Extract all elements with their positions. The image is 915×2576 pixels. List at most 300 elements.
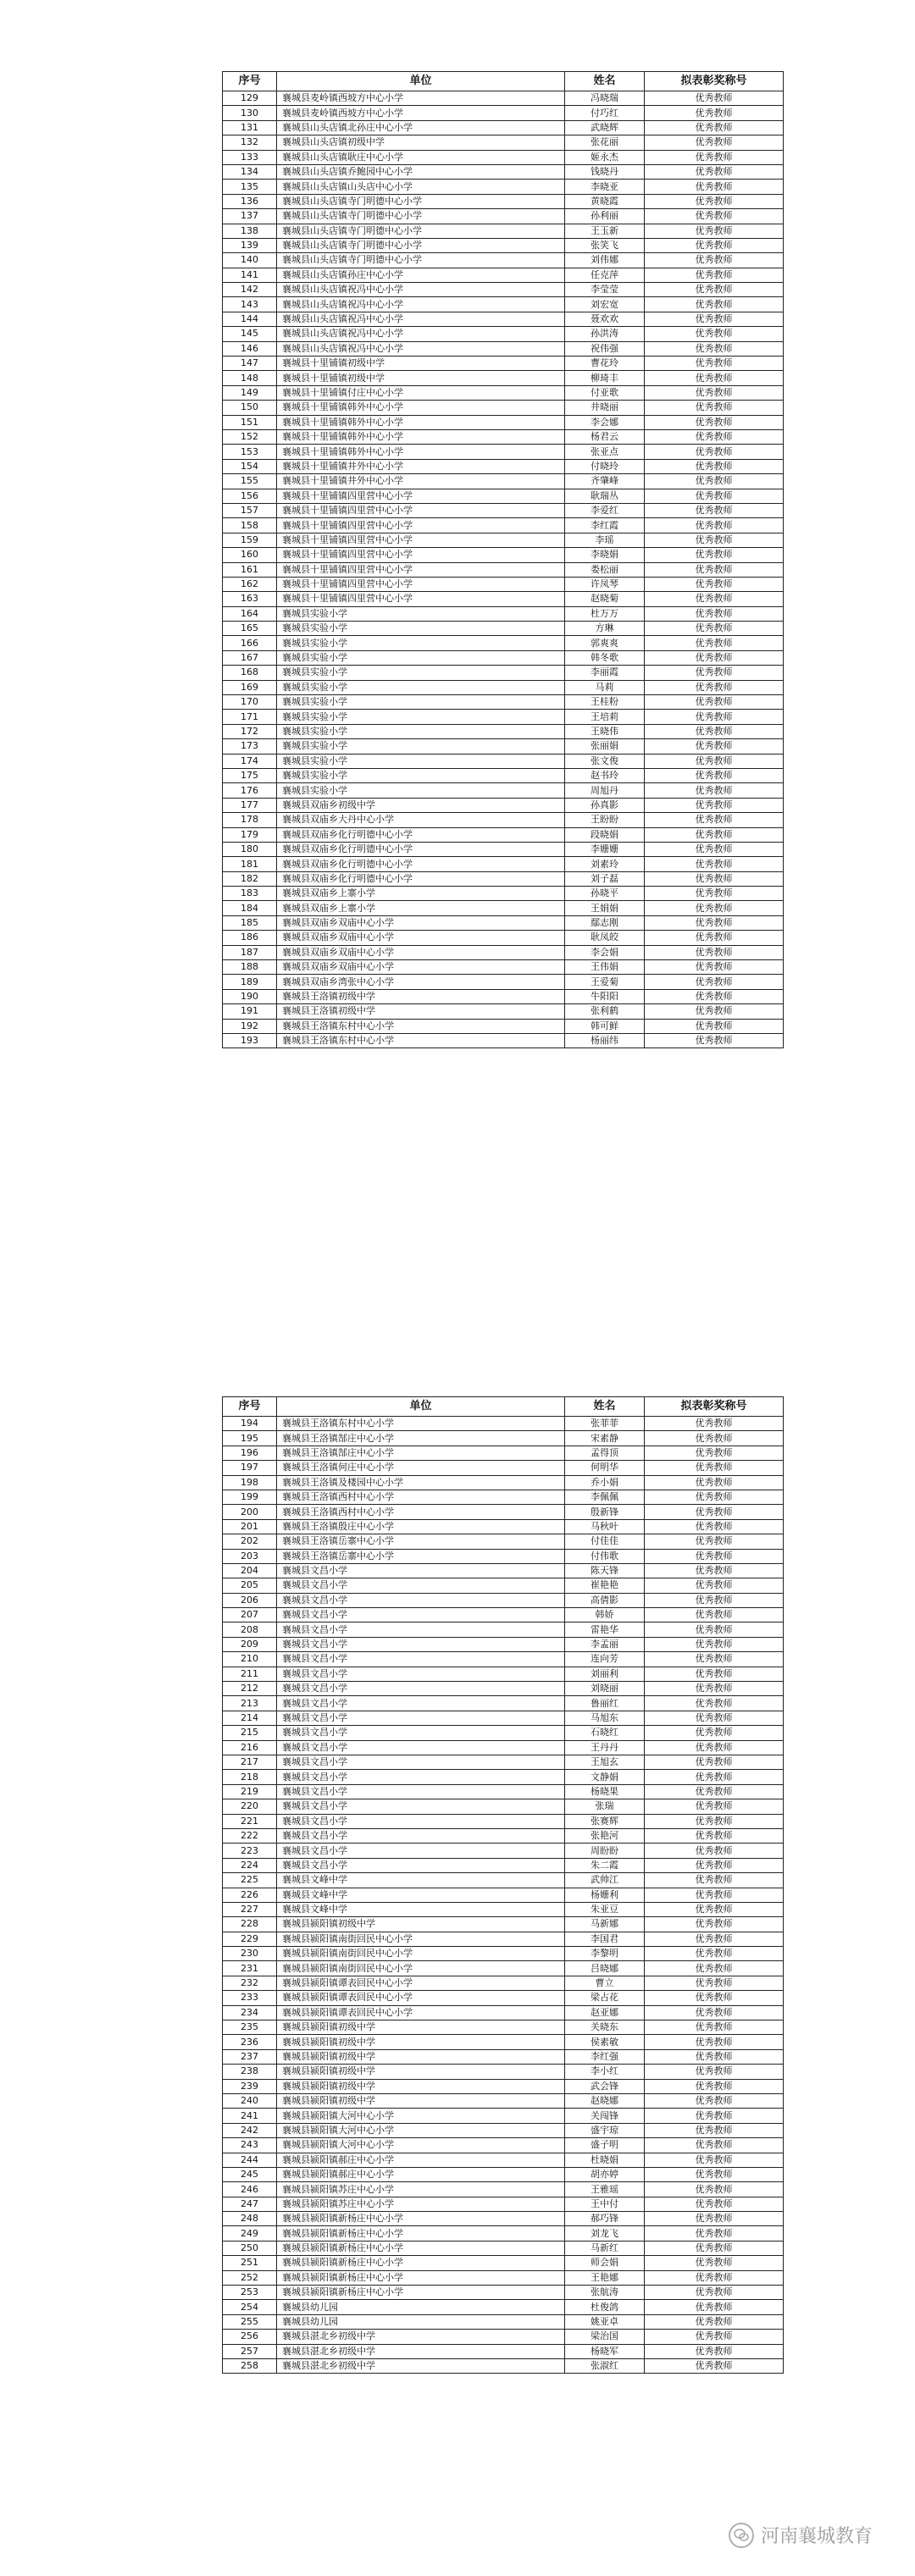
table-row (223, 1947, 784, 1961)
cell-award: 优秀教师 (645, 2167, 784, 2181)
cell-name: 刘素玲 (565, 857, 645, 871)
cell-name: 付亚歌 (565, 385, 645, 400)
cell-no: 193 (223, 1034, 277, 1048)
cell-name: 聂欢欢 (565, 312, 645, 326)
cell-unit: 襄城县山头店镇初级中学 (277, 135, 565, 150)
cell-award: 优秀教师 (645, 975, 784, 989)
cell-unit: 襄城县颍阳镇新杨庄中心小学 (277, 2256, 565, 2270)
cell-no: 158 (223, 518, 277, 533)
cell-unit: 襄城县双庙乡大丹中心小学 (277, 813, 565, 827)
cell-unit: 襄城县王洛镇何庄中心小学 (277, 1461, 565, 1475)
cell-unit: 襄城县山头店镇寺门明德中心小学 (277, 253, 565, 268)
cell-name: 杨君云 (565, 429, 645, 444)
cell-award: 优秀教师 (645, 2212, 784, 2226)
cell-unit: 襄城县文昌小学 (277, 1578, 565, 1593)
cell-no: 185 (223, 915, 277, 930)
cell-award: 优秀教师 (645, 297, 784, 312)
cell-no: 255 (223, 2314, 277, 2329)
cell-unit: 襄城县颍阳镇谭表回民中心小学 (277, 2005, 565, 2020)
cell-award: 优秀教师 (645, 2241, 784, 2255)
cell-name: 祝伟强 (565, 341, 645, 356)
cell-name: 孙晓平 (565, 887, 645, 901)
cell-no: 153 (223, 445, 277, 459)
cell-unit: 襄城县十里铺镇井外中心小学 (277, 474, 565, 489)
cell-name: 刘晓丽 (565, 1682, 645, 1696)
cell-no: 157 (223, 503, 277, 517)
table-row (223, 1902, 784, 1916)
cell-award: 优秀教师 (645, 268, 784, 282)
cell-no: 136 (223, 194, 277, 208)
cell-no: 142 (223, 283, 277, 297)
wechat-icon (729, 2523, 754, 2548)
table-row (223, 2020, 784, 2035)
cell-unit: 襄城县颍阳镇新杨庄中心小学 (277, 2286, 565, 2300)
cell-name: 盛宇琼 (565, 2123, 645, 2137)
cell-unit: 襄城县文昌小学 (277, 1637, 565, 1651)
cell-no: 213 (223, 1696, 277, 1711)
cell-award: 优秀教师 (645, 1696, 784, 1711)
cell-award: 优秀教师 (645, 1622, 784, 1637)
cell-unit: 襄城县实验小学 (277, 783, 565, 798)
cell-name: 李瑶 (565, 533, 645, 547)
cell-award: 优秀教师 (645, 1711, 784, 1725)
cell-award: 优秀教师 (645, 533, 784, 547)
cell-name: 李爱红 (565, 503, 645, 517)
cell-unit: 襄城县实验小学 (277, 606, 565, 621)
cell-no: 133 (223, 150, 277, 164)
table-row (223, 238, 784, 252)
cell-unit: 襄城县颍阳镇初级中学 (277, 2065, 565, 2079)
cell-name: 张瑞 (565, 1799, 645, 1814)
cell-award: 优秀教师 (645, 2330, 784, 2344)
cell-name: 李孟丽 (565, 1637, 645, 1651)
cell-unit: 襄城县湛北乡初级中学 (277, 2344, 565, 2358)
cell-name: 韩冬歌 (565, 650, 645, 665)
cell-unit: 襄城县双庙乡化行明德中心小学 (277, 871, 565, 886)
cell-name: 宋素静 (565, 1431, 645, 1446)
cell-name: 吕晓娜 (565, 1961, 645, 1976)
cell-name: 关晓东 (565, 2020, 645, 2035)
table-row (223, 1475, 784, 1490)
cell-name: 朱亚豆 (565, 1902, 645, 1916)
table-row (223, 901, 784, 915)
cell-no: 146 (223, 341, 277, 356)
cell-no: 165 (223, 622, 277, 636)
cell-name: 曹花玲 (565, 357, 645, 371)
cell-award: 优秀教师 (645, 385, 784, 400)
cell-name: 王旭玄 (565, 1755, 645, 1769)
cell-award: 优秀教师 (645, 2300, 784, 2314)
table-row (223, 2330, 784, 2344)
cell-no: 207 (223, 1608, 277, 1622)
cell-name: 王玉新 (565, 224, 645, 238)
cell-unit: 襄城县文昌小学 (277, 1667, 565, 1681)
cell-name: 高倩影 (565, 1593, 645, 1607)
cell-name: 刘宏宽 (565, 297, 645, 312)
table-row (223, 1519, 784, 1534)
cell-no: 152 (223, 429, 277, 444)
cell-no: 199 (223, 1490, 277, 1504)
cell-unit: 襄城县颍阳镇苏庄中心小学 (277, 2182, 565, 2197)
cell-unit: 襄城县王洛镇初级中学 (277, 989, 565, 1003)
cell-award: 优秀教师 (645, 1461, 784, 1475)
cell-award: 优秀教师 (645, 915, 784, 930)
table-row (223, 724, 784, 738)
cell-unit: 襄城县文昌小学 (277, 1755, 565, 1769)
cell-award: 优秀教师 (645, 253, 784, 268)
cell-unit: 襄城县王洛镇殷庄中心小学 (277, 1519, 565, 1534)
table-row (223, 1534, 784, 1549)
cell-name: 孙洪涛 (565, 327, 645, 341)
cell-award: 优秀教师 (645, 871, 784, 886)
cell-name: 刘龙飞 (565, 2226, 645, 2241)
cell-award: 优秀教师 (645, 371, 784, 385)
cell-unit: 襄城县双庙乡上寨小学 (277, 887, 565, 901)
header-award: 拟表彰奖称号 (645, 1397, 784, 1417)
table-row (223, 945, 784, 959)
cell-unit: 襄城县文昌小学 (277, 1711, 565, 1725)
table-row (223, 650, 784, 665)
cell-unit: 襄城县十里铺镇初级中学 (277, 357, 565, 371)
table-row (223, 768, 784, 782)
cell-no: 148 (223, 371, 277, 385)
cell-award: 优秀教师 (645, 1004, 784, 1019)
cell-name: 钱晓丹 (565, 164, 645, 179)
cell-no: 141 (223, 268, 277, 282)
cell-award: 优秀教师 (645, 401, 784, 415)
cell-name: 乔小娟 (565, 1475, 645, 1490)
cell-no: 251 (223, 2256, 277, 2270)
cell-name: 张赛辉 (565, 1814, 645, 1828)
table-row (223, 2286, 784, 2300)
cell-unit: 襄城县实验小学 (277, 768, 565, 782)
cell-award: 优秀教师 (645, 150, 784, 164)
cell-no: 149 (223, 385, 277, 400)
cell-award: 优秀教师 (645, 283, 784, 297)
cell-unit: 襄城县文昌小学 (277, 1740, 565, 1755)
cell-unit: 襄城县山头店镇孙庄中心小学 (277, 268, 565, 282)
awards-table-2 (222, 1396, 784, 2374)
table-row (223, 2226, 784, 2241)
cell-award: 优秀教师 (645, 548, 784, 562)
cell-award: 优秀教师 (645, 1873, 784, 1888)
cell-award: 优秀教师 (645, 1549, 784, 1563)
cell-no: 201 (223, 1519, 277, 1534)
cell-name: 杨姗利 (565, 1888, 645, 1902)
cell-name: 李姗姗 (565, 842, 645, 856)
cell-unit: 襄城县王洛镇郜庄中心小学 (277, 1446, 565, 1460)
cell-no: 198 (223, 1475, 277, 1490)
cell-name: 马旭东 (565, 1711, 645, 1725)
cell-unit: 襄城县王洛镇岳寨中心小学 (277, 1549, 565, 1563)
cell-name: 曹立 (565, 1976, 645, 1990)
cell-name: 姬永杰 (565, 150, 645, 164)
cell-unit: 襄城县双庙乡化行明德中心小学 (277, 842, 565, 856)
cell-name: 孙利丽 (565, 209, 645, 224)
cell-no: 226 (223, 1888, 277, 1902)
cell-name: 赵晓娜 (565, 2093, 645, 2108)
cell-no: 228 (223, 1917, 277, 1932)
cell-name: 张菲菲 (565, 1417, 645, 1431)
cell-unit: 襄城县文峰中学 (277, 1902, 565, 1916)
cell-award: 优秀教师 (645, 1446, 784, 1460)
table-row (223, 459, 784, 473)
table-row (223, 1622, 784, 1637)
cell-no: 229 (223, 1932, 277, 1946)
cell-award: 优秀教师 (645, 2256, 784, 2270)
cell-unit: 襄城县颍阳镇新杨庄中心小学 (277, 2212, 565, 2226)
cell-name: 张淑红 (565, 2359, 645, 2374)
cell-award: 优秀教师 (645, 2123, 784, 2137)
table-row (223, 371, 784, 385)
cell-unit: 襄城县文昌小学 (277, 1622, 565, 1637)
table-row (223, 135, 784, 150)
table-row (223, 2197, 784, 2211)
cell-unit: 襄城县山头店镇祝冯中心小学 (277, 327, 565, 341)
cell-unit: 襄城县山头店镇祝冯中心小学 (277, 297, 565, 312)
table-row (223, 562, 784, 577)
table-row (223, 1917, 784, 1932)
table-row (223, 1961, 784, 1976)
cell-no: 155 (223, 474, 277, 489)
cell-no: 227 (223, 1902, 277, 1916)
cell-no: 135 (223, 180, 277, 194)
awards-table-1 (222, 71, 784, 1048)
header-no: 序号 (223, 1397, 277, 1417)
cell-award: 优秀教师 (645, 1637, 784, 1651)
cell-no: 204 (223, 1563, 277, 1578)
cell-unit: 襄城县十里铺镇四里营中心小学 (277, 518, 565, 533)
table-row (223, 415, 784, 429)
cell-no: 232 (223, 1976, 277, 1990)
cell-name: 张航涛 (565, 2286, 645, 2300)
table-row (223, 429, 784, 444)
cell-award: 优秀教师 (645, 474, 784, 489)
cell-award: 优秀教师 (645, 1755, 784, 1769)
table-row (223, 445, 784, 459)
table-row (223, 2167, 784, 2181)
cell-no: 183 (223, 887, 277, 901)
cell-unit: 襄城县双庙乡湾张中心小学 (277, 975, 565, 989)
table-header-row (223, 1397, 784, 1417)
table-row (223, 1593, 784, 1607)
cell-award: 优秀教师 (645, 445, 784, 459)
cell-unit: 襄城县麦岭镇西坡方中心小学 (277, 91, 565, 106)
cell-no: 169 (223, 680, 277, 694)
cell-award: 优秀教师 (645, 238, 784, 252)
cell-name: 孙真影 (565, 798, 645, 812)
cell-no: 210 (223, 1652, 277, 1667)
cell-award: 优秀教师 (645, 989, 784, 1003)
cell-no: 132 (223, 135, 277, 150)
cell-award: 优秀教师 (645, 1799, 784, 1814)
cell-name: 李晓亚 (565, 180, 645, 194)
cell-unit: 襄城县文昌小学 (277, 1858, 565, 1872)
cell-no: 194 (223, 1417, 277, 1431)
cell-no: 202 (223, 1534, 277, 1549)
cell-no: 209 (223, 1637, 277, 1651)
table-row (223, 1563, 784, 1578)
cell-name: 郭爽爽 (565, 636, 645, 650)
cell-award: 优秀教师 (645, 1740, 784, 1755)
cell-award: 优秀教师 (645, 194, 784, 208)
cell-unit: 襄城县颍阳镇大河中心小学 (277, 2138, 565, 2153)
cell-unit: 襄城县实验小学 (277, 666, 565, 680)
table-row (223, 871, 784, 886)
cell-name: 娄松丽 (565, 562, 645, 577)
cell-name: 孟得顶 (565, 1446, 645, 1460)
table-row (223, 518, 784, 533)
cell-unit: 襄城县幼儿园 (277, 2300, 565, 2314)
cell-name: 杜万万 (565, 606, 645, 621)
table-row (223, 2256, 784, 2270)
cell-no: 239 (223, 2079, 277, 2093)
cell-unit: 襄城县颍阳镇初级中学 (277, 2079, 565, 2093)
cell-name: 李黎明 (565, 1947, 645, 1961)
cell-award: 优秀教师 (645, 2020, 784, 2035)
cell-unit: 襄城县双庙乡化行明德中心小学 (277, 827, 565, 842)
cell-name: 王盼盼 (565, 813, 645, 827)
cell-unit: 襄城县文昌小学 (277, 1652, 565, 1667)
cell-no: 248 (223, 2212, 277, 2226)
cell-no: 206 (223, 1593, 277, 1607)
cell-no: 174 (223, 754, 277, 768)
cell-unit: 襄城县颍阳镇南街回民中心小学 (277, 1932, 565, 1946)
cell-name: 王伟娟 (565, 960, 645, 975)
cell-no: 214 (223, 1711, 277, 1725)
cell-no: 137 (223, 209, 277, 224)
table-row (223, 1682, 784, 1696)
table-row (223, 960, 784, 975)
cell-award: 优秀教师 (645, 1917, 784, 1932)
cell-name: 刘丽利 (565, 1667, 645, 1681)
cell-award: 优秀教师 (645, 1784, 784, 1799)
table-row (223, 1932, 784, 1946)
cell-unit: 襄城县颍阳镇南街回民中心小学 (277, 1961, 565, 1976)
cell-unit: 襄城县实验小学 (277, 622, 565, 636)
cell-award: 优秀教师 (645, 312, 784, 326)
cell-no: 150 (223, 401, 277, 415)
table-row (223, 194, 784, 208)
cell-no: 176 (223, 783, 277, 798)
cell-name: 张丽娟 (565, 739, 645, 754)
cell-unit: 襄城县双庙乡双庙中心小学 (277, 945, 565, 959)
cell-award: 优秀教师 (645, 1475, 784, 1490)
cell-unit: 襄城县颍阳镇初级中学 (277, 1917, 565, 1932)
table-row (223, 1799, 784, 1814)
table-row (223, 827, 784, 842)
table-row (223, 783, 784, 798)
cell-no: 156 (223, 489, 277, 503)
cell-award: 优秀教师 (645, 415, 784, 429)
cell-unit: 襄城县十里铺镇韩外中心小学 (277, 401, 565, 415)
cell-no: 233 (223, 1991, 277, 2005)
cell-name: 雷艳华 (565, 1622, 645, 1637)
cell-award: 优秀教师 (645, 931, 784, 945)
table-row (223, 2093, 784, 2108)
header-name: 姓名 (565, 72, 645, 91)
cell-unit: 襄城县实验小学 (277, 650, 565, 665)
cell-no: 173 (223, 739, 277, 754)
cell-award: 优秀教师 (645, 2065, 784, 2079)
table-row (223, 1417, 784, 1431)
cell-unit: 襄城县文昌小学 (277, 1828, 565, 1843)
cell-no: 188 (223, 960, 277, 975)
cell-award: 优秀教师 (645, 180, 784, 194)
cell-no: 131 (223, 120, 277, 135)
cell-award: 优秀教师 (645, 1593, 784, 1607)
table-row (223, 1888, 784, 1902)
cell-unit: 襄城县王洛镇及楼园中心小学 (277, 1475, 565, 1490)
cell-award: 优秀教师 (645, 1034, 784, 1048)
cell-name: 杨晓果 (565, 1784, 645, 1799)
cell-unit: 襄城县双庙乡双庙中心小学 (277, 915, 565, 930)
cell-name: 李国君 (565, 1932, 645, 1946)
cell-award: 优秀教师 (645, 1888, 784, 1902)
cell-unit: 襄城县文昌小学 (277, 1799, 565, 1814)
cell-no: 151 (223, 415, 277, 429)
cell-no: 203 (223, 1549, 277, 1563)
table-row (223, 297, 784, 312)
cell-award: 优秀教师 (645, 120, 784, 135)
cell-award: 优秀教师 (645, 459, 784, 473)
cell-no: 250 (223, 2241, 277, 2255)
cell-unit: 襄城县幼儿园 (277, 2314, 565, 2329)
cell-no: 182 (223, 871, 277, 886)
cell-no: 225 (223, 1873, 277, 1888)
cell-award: 优秀教师 (645, 341, 784, 356)
cell-name: 关闯锋 (565, 2109, 645, 2123)
table-row (223, 1034, 784, 1048)
cell-unit: 襄城县十里铺镇四里营中心小学 (277, 503, 565, 517)
cell-award: 优秀教师 (645, 1828, 784, 1843)
cell-award: 优秀教师 (645, 429, 784, 444)
table-row (223, 1608, 784, 1622)
cell-no: 252 (223, 2270, 277, 2285)
cell-unit: 襄城县文昌小学 (277, 1608, 565, 1622)
cell-no: 180 (223, 842, 277, 856)
table-row (223, 283, 784, 297)
table-row (223, 1711, 784, 1725)
cell-award: 优秀教师 (645, 739, 784, 754)
cell-unit: 襄城县王洛镇东村中心小学 (277, 1034, 565, 1048)
cell-unit: 襄城县十里铺镇初级中学 (277, 371, 565, 385)
cell-no: 187 (223, 945, 277, 959)
cell-unit: 襄城县麦岭镇西坡方中心小学 (277, 106, 565, 120)
cell-no: 179 (223, 827, 277, 842)
cell-name: 武会锋 (565, 2079, 645, 2093)
cell-unit: 襄城县王洛镇郜庄中心小学 (277, 1431, 565, 1446)
table-row (223, 164, 784, 179)
table-row (223, 253, 784, 268)
cell-name: 李丽霞 (565, 666, 645, 680)
table-row (223, 710, 784, 724)
cell-name: 李晓娟 (565, 548, 645, 562)
cell-unit: 襄城县颍阳镇新杨庄中心小学 (277, 2270, 565, 2285)
table-row (223, 989, 784, 1003)
cell-unit: 襄城县十里铺镇四里营中心小学 (277, 592, 565, 606)
cell-name: 张艳河 (565, 1828, 645, 1843)
cell-no: 241 (223, 2109, 277, 2123)
table-row (223, 2079, 784, 2093)
cell-no: 215 (223, 1726, 277, 1740)
cell-no: 235 (223, 2020, 277, 2035)
table-row (223, 1461, 784, 1475)
cell-no: 171 (223, 710, 277, 724)
cell-unit: 襄城县文昌小学 (277, 1696, 565, 1711)
cell-award: 优秀教师 (645, 1976, 784, 1990)
table-row (223, 2153, 784, 2167)
